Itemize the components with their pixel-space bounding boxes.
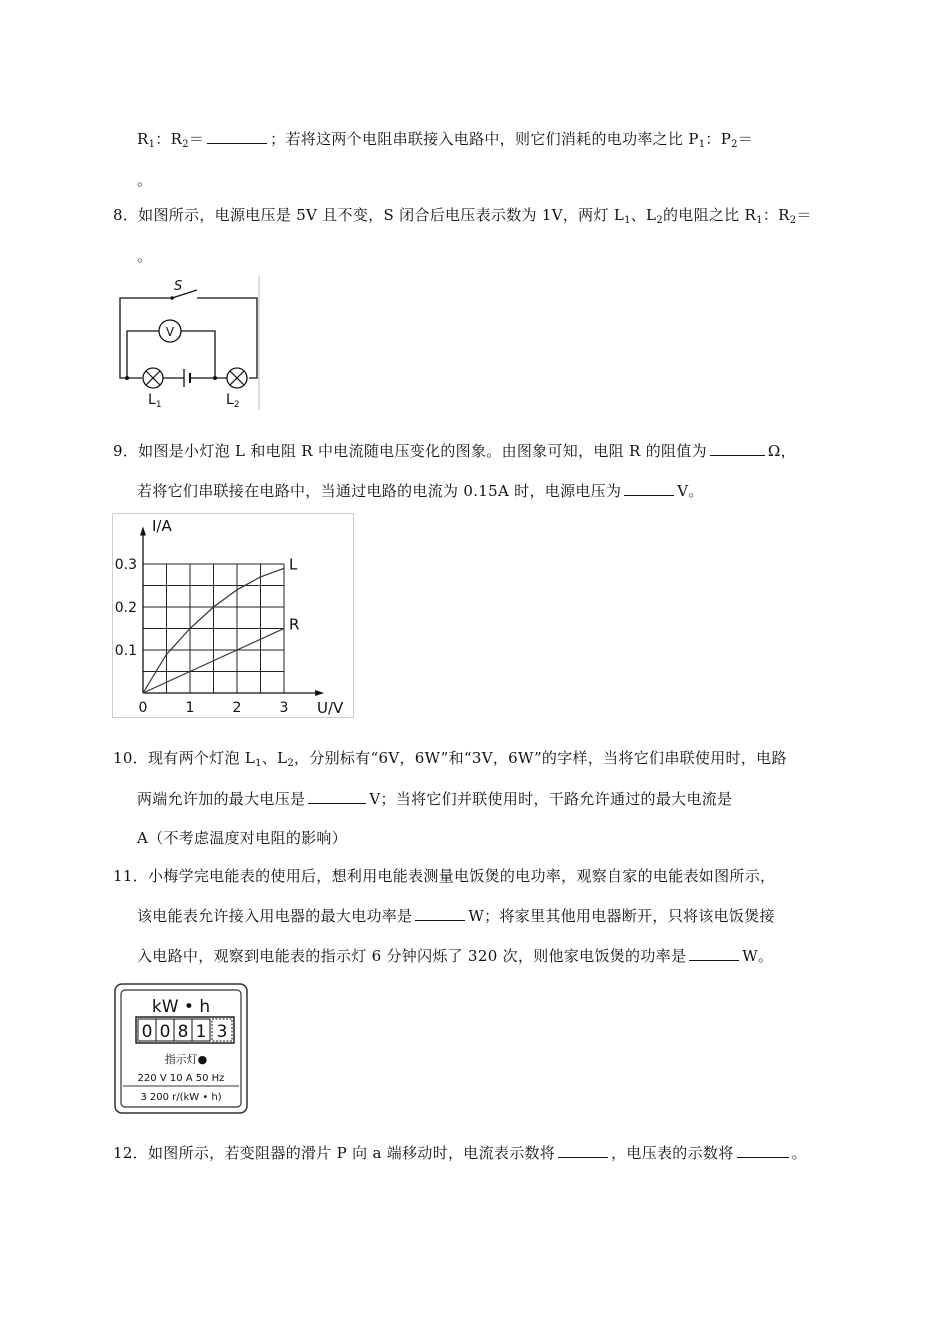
- y-axis-label: I/A: [152, 517, 172, 535]
- voltmeter-label: V: [165, 325, 175, 339]
- lamp-l2-label: $L_2$: [226, 392, 240, 410]
- q11-line3: 入电路中，观察到电能表的指示灯 6 分钟闪烁了 320 次，则他家电饭煲的功率是 W。: [137, 947, 774, 965]
- q11-line2: 该电能表允许接入用电器的最大电功率是 W；将家里其他用电器断开，只将该电饭煲接: [137, 907, 775, 925]
- q8-line2: 。: [137, 247, 153, 265]
- answer-blank[interactable]: [308, 789, 366, 804]
- meter-digit: 0: [159, 1022, 171, 1042]
- meter-unit: kW • h: [151, 997, 211, 1017]
- q8-circuit-diagram: [112, 276, 264, 412]
- q10-line2: 两端允许加的最大电压是 V；当将它们并联使用时，干路允许通过的最大电流是: [137, 790, 733, 808]
- meter-spec: 220 V 10 A 50 Hz: [137, 1073, 225, 1084]
- iv-chart: [112, 513, 354, 718]
- q11-line1: 11．小梅学完电能表的使用后，想利用电能表测量电饭煲的电功率，观察自家的电能表如图所示，: [113, 867, 776, 885]
- q8-line1: 8．如图所示，电源电压是 5V 且不变，S 闭合后电压表示数为 1V，两灯 $L_1$、$L_2$的电阻之比 $R_1$：$R_2=$: [113, 206, 812, 226]
- q7-line2: 。: [137, 171, 153, 189]
- series-label-R: R: [289, 615, 300, 634]
- answer-blank[interactable]: [415, 906, 465, 921]
- energy-meter: [114, 983, 248, 1114]
- q12-line1: 12．如图所示，若变阻器的滑片 P 向 a 端移动时，电流表示数将 ，电压表的示数将 。: [113, 1144, 807, 1162]
- q7-line1: $R_1$：$R_2=$ ；若将这两个电阻串联接入电路中，则它们消耗的电功率之比 $P_1$：$P_2=$: [137, 130, 754, 150]
- y-tick-label: 0.3: [114, 557, 137, 573]
- y-tick-label: 0.2: [114, 600, 137, 616]
- meter-digit: 0: [141, 1022, 153, 1042]
- x-axis-label: U/V: [317, 699, 344, 717]
- x-tick-label: 2: [232, 700, 242, 716]
- answer-blank[interactable]: [710, 441, 765, 456]
- x-tick-label: 0: [138, 700, 148, 716]
- q9-line2: 若将它们串联接在电路中，当通过电路的电流为 0.15A 时，电源电压为 V。: [137, 482, 704, 500]
- y-tick-label: 0.1: [114, 643, 137, 659]
- meter-digit: 1: [195, 1022, 207, 1042]
- meter-indicator-label: 指示灯●: [164, 1053, 208, 1066]
- answer-blank[interactable]: [624, 481, 674, 496]
- answer-blank[interactable]: [558, 1143, 608, 1158]
- meter-constant: 3 200 r/(kW • h): [140, 1092, 222, 1103]
- q10-line1: 10．现有两个灯泡 $L_1$、$L_2$，分别标有“6V，6W”和“3V，6W”的字样，当将它们串联使用时，电路: [113, 749, 787, 769]
- meter-digit: 8: [177, 1022, 189, 1042]
- switch-label: S: [174, 279, 183, 294]
- series-label-L: L: [289, 555, 298, 574]
- answer-blank[interactable]: [737, 1143, 789, 1158]
- x-tick-label: 1: [185, 700, 195, 716]
- answer-blank[interactable]: [689, 946, 739, 961]
- y-axis-arrow: [140, 527, 146, 536]
- answer-blank[interactable]: [207, 129, 267, 144]
- meter-digit-display: [136, 1017, 234, 1043]
- x-tick-label: 3: [279, 700, 289, 716]
- q10-line3: A（不考虑温度对电阻的影响）: [137, 829, 348, 847]
- meter-digit-decimal: 3: [216, 1022, 228, 1042]
- x-axis-arrow: [315, 690, 324, 696]
- lamp-l1-label: $L_1$: [148, 392, 162, 410]
- q9-line1: 9．如图是小灯泡 L 和电阻 R 中电流随电压变化的图象。由图象可知，电阻 R 的阻值为 Ω，: [113, 442, 796, 460]
